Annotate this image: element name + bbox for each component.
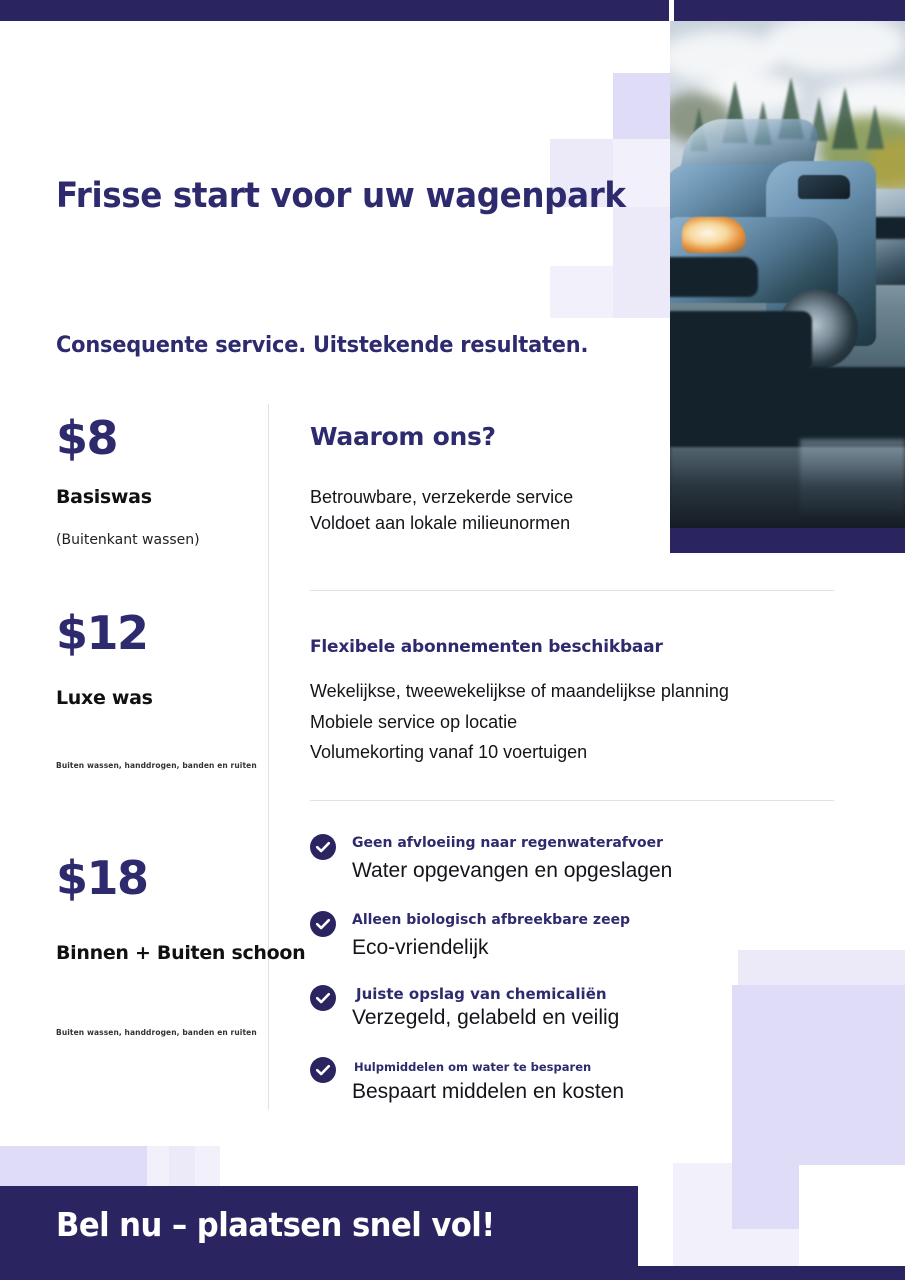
section-divider-1 [310, 590, 834, 591]
price-amount-full: $18 [56, 851, 148, 905]
price-note-basis: (Buitenkant wassen) [56, 532, 200, 548]
tree-shape [866, 105, 884, 149]
cta-text: Bel nu – plaatsen snel vol! [56, 1205, 495, 1244]
price-amount-basis: $8 [56, 411, 118, 465]
price-name-luxe: Luxe was [56, 687, 153, 709]
deco-square-13 [147, 1146, 169, 1186]
checklist-head: Juiste opslag van chemicaliën [356, 985, 607, 1003]
price-fine-full: Buiten wassen, handdrogen, banden en ruiten [56, 1028, 257, 1037]
check-circle-icon [310, 911, 336, 937]
car-grille [670, 257, 758, 297]
deco-square-14 [169, 1146, 195, 1186]
checklist-head: Hulpmiddelen om water te besparen [354, 1060, 592, 1074]
deco-square-5 [550, 266, 613, 318]
deco-square-9 [673, 1163, 732, 1266]
checklist-sub: Verzegeld, gelabeld en veilig [352, 1006, 620, 1029]
hero-photo [670, 21, 905, 528]
road-dark [670, 367, 905, 447]
page-subtitle: Consequente service. Uitstekende resultaten. [56, 333, 589, 358]
checklist-sub: Water opgevangen en opgeslagen [352, 859, 673, 882]
checklist-head: Geen afvloeiing naar regenwaterafvoer [352, 835, 664, 851]
subscriptions-line-3: Volumekorting vanaf 10 voertuigen [310, 742, 588, 762]
why-us-line-1: Betrouwbare, verzekerde service [310, 487, 574, 507]
deco-square-15 [195, 1146, 220, 1186]
column-divider [268, 404, 269, 1110]
checklist-sub: Bespaart middelen en kosten [352, 1080, 625, 1103]
deco-square-11 [732, 1229, 799, 1266]
subscriptions-line-2: Mobiele service op locatie [310, 712, 518, 732]
checklist-sub: Eco-vriendelijk [352, 936, 489, 959]
subscriptions-line-1: Wekelijkse, tweewekelijkse of maandelijkse planning [310, 681, 729, 701]
check-circle-icon [310, 985, 336, 1011]
section-divider-2 [310, 800, 834, 801]
subscriptions-title: Flexibele abonnementen beschikbaar [310, 637, 663, 657]
deco-square-8 [732, 985, 905, 1165]
deco-square-1 [613, 73, 670, 139]
why-us-line-2: Voldoet aan lokale milieunormen [310, 513, 571, 533]
deco-square-6 [613, 275, 670, 318]
check-circle-icon [310, 1057, 336, 1083]
price-fine-luxe: Buiten wassen, handdrogen, banden en ruiten [56, 761, 257, 770]
car-side-mirror [798, 175, 850, 199]
check-circle-icon [310, 834, 336, 860]
deco-square-4 [613, 207, 670, 275]
price-name-full: Binnen + Buiten schoon [56, 942, 306, 964]
top-bar-notch [669, 0, 674, 21]
price-amount-luxe: $12 [56, 606, 148, 660]
cta-bottom-strip [0, 1266, 905, 1280]
checklist-item [310, 833, 834, 891]
tree-shape [832, 87, 858, 149]
deco-square-7 [738, 950, 905, 985]
deco-square-10 [732, 1163, 799, 1229]
puddle-highlight [800, 439, 905, 519]
top-navy-bar [0, 0, 905, 21]
why-us-title: Waarom ons? [310, 422, 496, 451]
car-headlight [682, 217, 746, 253]
checklist-head: Alleen biologisch afbreekbare zeep [352, 912, 631, 928]
car-lower-body [670, 311, 812, 371]
price-name-basis: Basiswas [56, 486, 152, 508]
page-title: Frisse start voor uw wagenpark [56, 176, 626, 216]
photo-footer-bar [670, 528, 905, 553]
